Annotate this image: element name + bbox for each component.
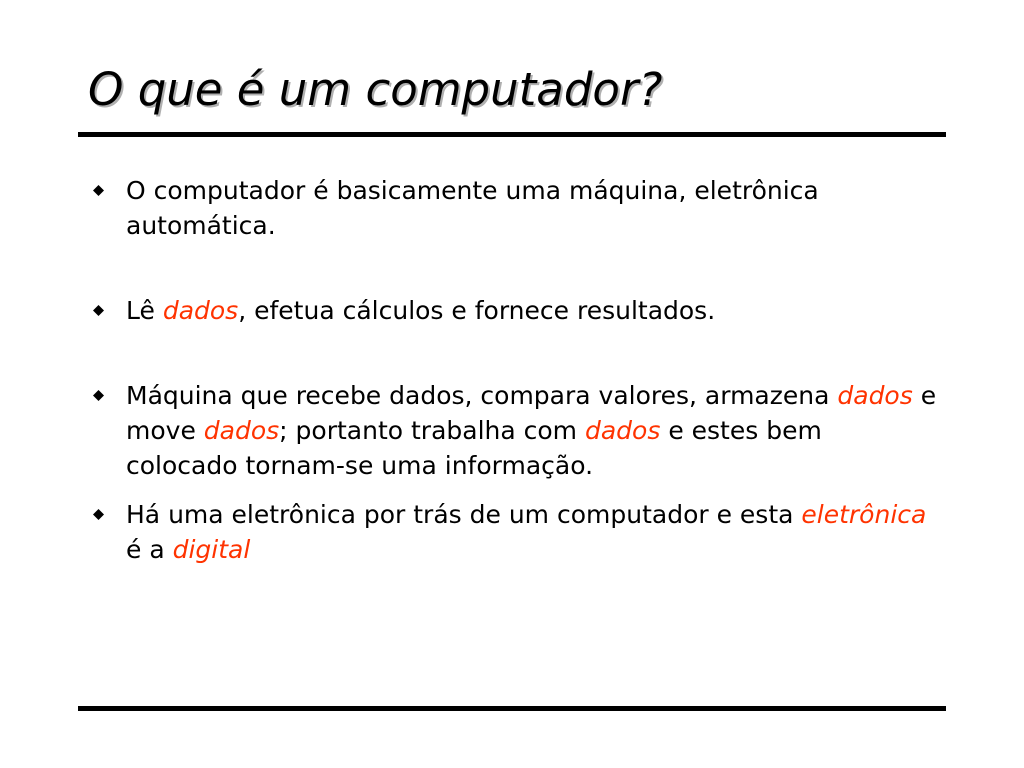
emphasis-digital: digital — [172, 535, 251, 564]
emphasis-dados: dados — [584, 416, 661, 445]
bullet-text-part: ; portanto trabalha com — [279, 416, 585, 445]
footer-divider — [78, 706, 946, 711]
bullet-text-part: Lê — [126, 296, 163, 325]
emphasis-dados: dados — [203, 416, 280, 445]
emphasis-eletronica: eletrônica — [801, 500, 927, 529]
bullet-text-part: , efetua cálculos e fornece resultados. — [238, 296, 716, 325]
bullet-item — [88, 378, 938, 483]
bullet-text-part: Há uma eletrônica por trás de um computador e esta — [126, 500, 802, 529]
diamond-bullet-icon — [93, 390, 104, 401]
diamond-bullet-icon — [93, 305, 104, 316]
slide-title: O que é um computador? — [88, 63, 663, 116]
bullet-text: O computador é basicamente uma máquina, eletrônica automática. — [126, 176, 819, 240]
bullet-item — [88, 497, 938, 567]
bullet-item — [88, 173, 938, 243]
bullet-item — [88, 293, 938, 328]
emphasis-dados: dados — [837, 381, 913, 410]
bullet-text-part: Máquina que recebe dados, compara valores, armazena — [126, 381, 838, 410]
bullet-list — [88, 173, 938, 567]
diamond-bullet-icon — [93, 509, 104, 520]
bullet-text-part: e move — [126, 381, 937, 445]
bullet-text-part: é a — [126, 535, 173, 564]
bullet-text-part: e estes bem colocado tornam-se uma informação. — [126, 416, 822, 480]
title-divider — [78, 132, 946, 137]
diamond-bullet-icon — [93, 185, 104, 196]
emphasis-dados: dados — [162, 296, 239, 325]
